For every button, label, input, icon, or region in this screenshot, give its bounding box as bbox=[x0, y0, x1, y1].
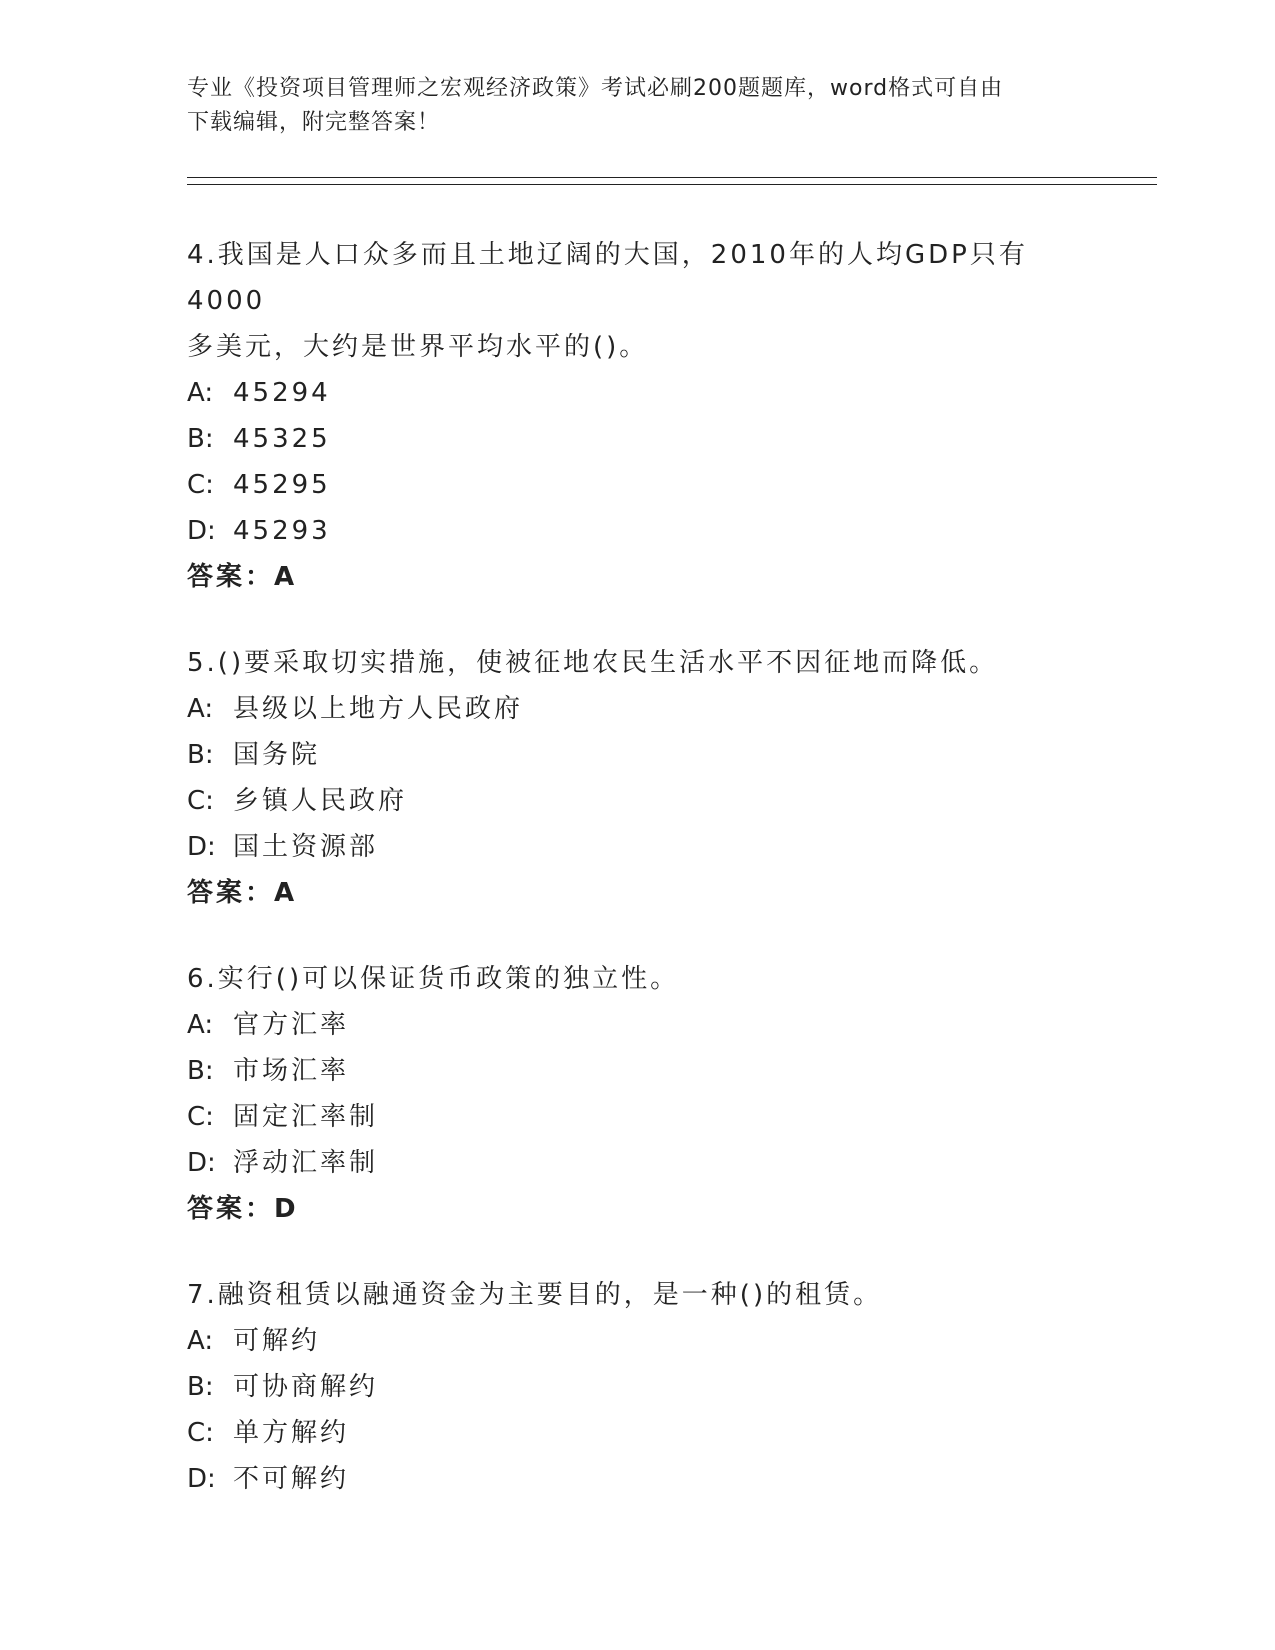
answer-line: 答案：D bbox=[187, 1194, 299, 1224]
option-c bbox=[187, 778, 1087, 824]
option-letter: B: bbox=[187, 424, 214, 454]
option-a bbox=[187, 370, 1087, 416]
question-5 bbox=[187, 640, 1087, 916]
option-letter: B: bbox=[187, 740, 214, 770]
option-d bbox=[187, 508, 1087, 554]
option-letter: D: bbox=[187, 516, 216, 546]
option-a bbox=[187, 686, 1087, 732]
option-text: 市场汇率 bbox=[233, 1056, 350, 1086]
option-text: 乡镇人民政府 bbox=[233, 786, 408, 816]
option-text: 不可解约 bbox=[233, 1464, 350, 1494]
option-d bbox=[187, 1140, 1087, 1186]
option-c bbox=[187, 1094, 1087, 1140]
document-header bbox=[187, 72, 1087, 140]
question-stem: 6.实行()可以保证货币政策的独立性。 bbox=[187, 964, 680, 994]
option-text: 县级以上地方人民政府 bbox=[233, 694, 524, 724]
option-text: 45293 bbox=[233, 516, 331, 546]
option-d bbox=[187, 824, 1087, 870]
option-c bbox=[187, 1410, 1087, 1456]
option-text: 单方解约 bbox=[233, 1418, 350, 1448]
option-text: 45325 bbox=[233, 424, 331, 454]
option-letter: A: bbox=[187, 1326, 214, 1356]
option-a bbox=[187, 1318, 1087, 1364]
option-letter: A: bbox=[187, 378, 214, 408]
question-list bbox=[187, 232, 1087, 1542]
option-letter: C: bbox=[187, 1418, 214, 1448]
option-letter: C: bbox=[187, 786, 214, 816]
question-stem-continued: 多美元，大约是世界平均水平的()。 bbox=[187, 332, 649, 362]
option-b bbox=[187, 1364, 1087, 1410]
option-letter: C: bbox=[187, 1102, 214, 1132]
option-text: 可协商解约 bbox=[233, 1372, 379, 1402]
option-c bbox=[187, 462, 1087, 508]
option-text: 固定汇率制 bbox=[233, 1102, 379, 1132]
option-letter: A: bbox=[187, 1010, 214, 1040]
option-text: 国土资源部 bbox=[233, 832, 379, 862]
question-stem: 4.我国是人口众多而且土地辽阔的大国，2010年的人均GDP只有4000 bbox=[187, 240, 1028, 316]
option-text: 官方汇率 bbox=[233, 1010, 350, 1040]
header-line-2: 下载编辑，附完整答案！ bbox=[187, 110, 441, 135]
option-d bbox=[187, 1456, 1087, 1502]
option-letter: A: bbox=[187, 694, 214, 724]
question-stem: 5.()要采取切实措施，使被征地农民生活水平不因征地而降低。 bbox=[187, 648, 999, 678]
option-text: 45294 bbox=[233, 378, 331, 408]
option-letter: D: bbox=[187, 1464, 216, 1494]
question-4 bbox=[187, 232, 1087, 600]
option-text: 浮动汇率制 bbox=[233, 1148, 379, 1178]
option-letter: C: bbox=[187, 470, 214, 500]
option-text: 国务院 bbox=[233, 740, 321, 770]
question-6 bbox=[187, 956, 1087, 1232]
option-letter: D: bbox=[187, 1148, 216, 1178]
question-7 bbox=[187, 1272, 1087, 1502]
option-letter: B: bbox=[187, 1372, 214, 1402]
option-b bbox=[187, 1048, 1087, 1094]
option-text: 45295 bbox=[233, 470, 331, 500]
option-letter: D: bbox=[187, 832, 216, 862]
answer-line: 答案：A bbox=[187, 562, 298, 592]
question-stem: 7.融资租赁以融通资金为主要目的，是一种()的租赁。 bbox=[187, 1280, 883, 1310]
option-b bbox=[187, 732, 1087, 778]
option-text: 可解约 bbox=[233, 1326, 321, 1356]
option-a bbox=[187, 1002, 1087, 1048]
answer-line: 答案：A bbox=[187, 878, 298, 908]
option-b bbox=[187, 416, 1087, 462]
header-line-1: 专业《投资项目管理师之宏观经济政策》考试必刷200题题库，word格式可自由 bbox=[187, 76, 1004, 101]
header-divider bbox=[187, 177, 1157, 185]
option-letter: B: bbox=[187, 1056, 214, 1086]
